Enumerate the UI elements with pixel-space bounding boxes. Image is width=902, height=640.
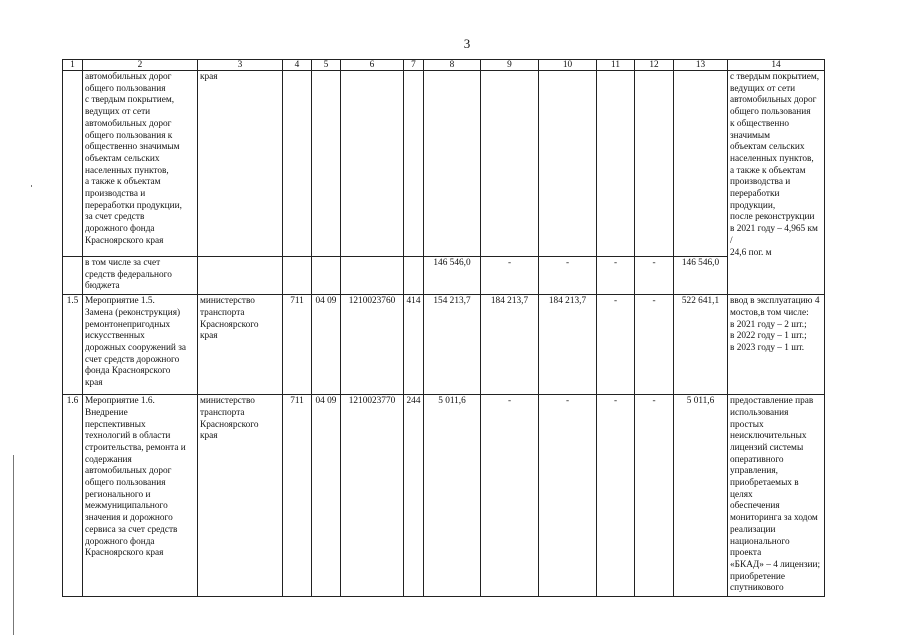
header-row — [63, 60, 825, 71]
header-cell: 6 — [341, 60, 404, 71]
cell-total: 146 546,0 — [674, 257, 728, 295]
cell-grbs: 711 — [283, 395, 312, 597]
scan-mark — [13, 455, 14, 635]
cell-amount — [424, 71, 481, 257]
cell-amount — [539, 71, 597, 257]
header-cell: 11 — [597, 60, 635, 71]
header-cell: 14 — [728, 60, 825, 71]
cell-executor: края — [198, 71, 283, 257]
cell-csr: 1210023770 — [341, 395, 404, 597]
header-cell: 3 — [198, 60, 283, 71]
cell-amount: 184 213,7 — [481, 295, 539, 395]
cell-total: 522 641,1 — [674, 295, 728, 395]
cell-grbs — [283, 71, 312, 257]
cell-csr: 1210023760 — [341, 295, 404, 395]
cell-grbs — [283, 257, 312, 295]
cell-result: предоставление прав использования простых неисключительных лицензий системы оперативного управления, приобретаемых в целях обеспечения мониторинга за ходом реализации национального проекта «БКАД» – 4 лицензии; приобретение спутникового — [728, 395, 825, 597]
cell-number — [63, 71, 83, 257]
cell-amount: - — [539, 395, 597, 597]
page-number: 3 — [463, 36, 471, 51]
cell-total — [674, 71, 728, 257]
cell-number: 1.6 — [63, 395, 83, 597]
cell-amount: - — [481, 395, 539, 597]
cell-amount: 154 213,7 — [424, 295, 481, 395]
header-cell: 5 — [312, 60, 341, 71]
header-cell: 10 — [539, 60, 597, 71]
header-cell: 9 — [481, 60, 539, 71]
header-cell: 8 — [424, 60, 481, 71]
cell-rzpr — [312, 257, 341, 295]
cell-grbs: 711 — [283, 295, 312, 395]
cell-measure-name: Мероприятие 1.6. Внедрение перспективных технологий в области строительства, ремонта и содержания автомобильных дорог общего пользования регионального и межмуниципального значения и дорожного сервиса за счет средств дорожного фонда Красноярского края — [83, 395, 198, 597]
cell-amount: - — [597, 395, 635, 597]
cell-executor: министерство транспорта Красноярского края — [198, 295, 283, 395]
cell-vr — [404, 71, 424, 257]
cell-amount: - — [539, 257, 597, 295]
cell-measure-name: в том числе за счет средств федерального бюджета — [83, 257, 198, 295]
cell-amount — [481, 71, 539, 257]
header-cell: 12 — [635, 60, 674, 71]
cell-csr — [341, 71, 404, 257]
scan-mark — [31, 185, 32, 187]
cell-rzpr: 04 09 — [312, 295, 341, 395]
cell-number — [63, 257, 83, 295]
cell-vr: 244 — [404, 395, 424, 597]
header-cell: 4 — [283, 60, 312, 71]
budget-table — [62, 59, 825, 597]
cell-vr — [404, 257, 424, 295]
cell-result: ввод в эксплуатацию 4 мостов,в том числе: в 2021 году – 2 шт.; в 2022 году – 1 шт.; в 2023 году – 1 шт. — [728, 295, 825, 395]
cell-result: с твердым покрытием, ведущих от сети автомобильных дорог общего пользования к общественно значимым объектам сельских населенных пунктов, а также к объектам производства и переработки продукции, после реконструкции в 2021 году – 4,965 км / 24,6 пог. м — [728, 71, 825, 295]
header-cell: 1 — [63, 60, 83, 71]
cell-amount: 184 213,7 — [539, 295, 597, 395]
table-row-1-6 — [63, 395, 825, 597]
table-row-federal — [63, 257, 825, 295]
cell-amount: - — [635, 257, 674, 295]
cell-amount — [635, 71, 674, 257]
cell-amount: 146 546,0 — [424, 257, 481, 295]
cell-vr: 414 — [404, 295, 424, 395]
cell-total: 5 011,6 — [674, 395, 728, 597]
cell-amount: 5 011,6 — [424, 395, 481, 597]
table-row-1-5 — [63, 295, 825, 395]
cell-amount: - — [635, 295, 674, 395]
cell-amount: - — [635, 395, 674, 597]
cell-amount: - — [597, 295, 635, 395]
cell-amount: - — [481, 257, 539, 295]
cell-amount — [597, 71, 635, 257]
cell-measure-name: Мероприятие 1.5. Замена (реконструкция) ремонтонепригодных искусственных дорожных сооружений за счет средств дорожного фонда Красноярского края — [83, 295, 198, 395]
table-row-continued — [63, 71, 825, 257]
cell-executor: министерство транспорта Красноярского края — [198, 395, 283, 597]
cell-rzpr: 04 09 — [312, 395, 341, 597]
cell-measure-name: автомобильных дорог общего пользования с твердым покрытием, ведущих от сети автомобильных дорог общего пользования к общественно значимым объектам сельских населенных пунктов, а также к объектам производства и переработки продукции, за счет средств дорожного фонда Красноярского края — [83, 71, 198, 257]
cell-number: 1.5 — [63, 295, 83, 395]
cell-amount: - — [597, 257, 635, 295]
header-cell: 2 — [83, 60, 198, 71]
cell-csr — [341, 257, 404, 295]
cell-rzpr — [312, 71, 341, 257]
header-cell: 7 — [404, 60, 424, 71]
cell-executor — [198, 257, 283, 295]
header-cell: 13 — [674, 60, 728, 71]
